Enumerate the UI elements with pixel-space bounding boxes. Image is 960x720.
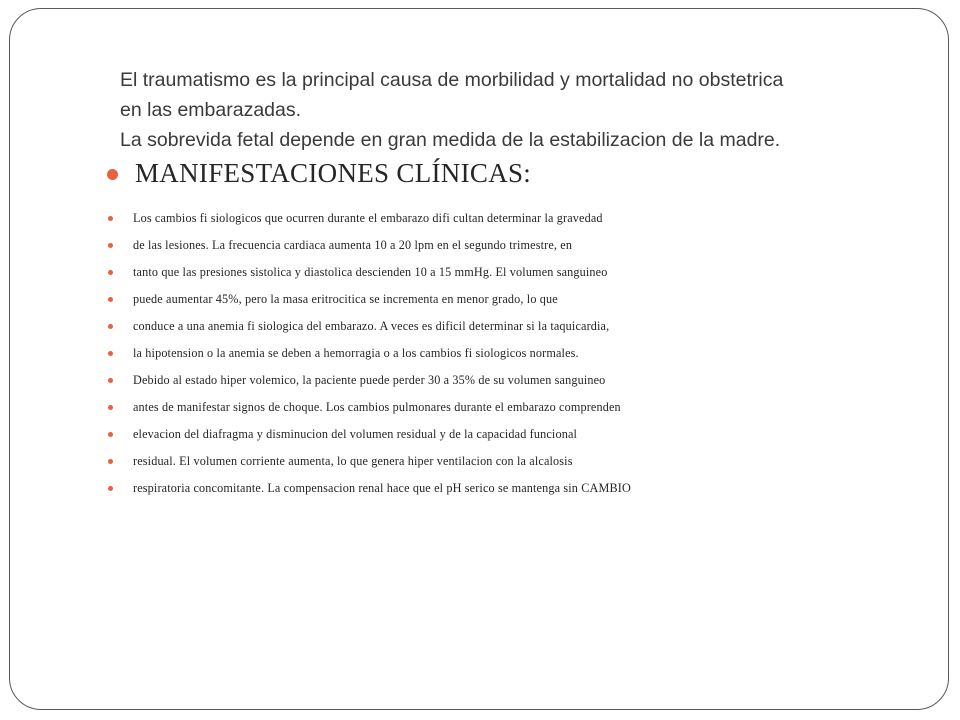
list-item-text: Debido al estado hiper volemico, la paciente puede perder 30 a 35% de su volumen sanguineo bbox=[133, 373, 606, 387]
list-item-text: de las lesiones. La frecuencia cardiaca aumenta 10 a 20 lpm en el segundo trimestre, en bbox=[133, 238, 573, 252]
list-item-text: respiratoria concomitante. La compensacion renal hace que el pH serico se mantenga sin CAMBIO bbox=[133, 481, 631, 495]
bullet-icon bbox=[108, 297, 113, 302]
list-item bbox=[108, 259, 631, 286]
list-item-text: antes de manifestar signos de choque. Los cambios pulmonares durante el embarazo comprenden bbox=[133, 400, 621, 414]
list-item-text: la hipotension o la anemia se deben a hemorragia o a los cambios fi siologicos normales. bbox=[133, 346, 579, 360]
bullet-icon bbox=[108, 405, 113, 410]
bullet-icon bbox=[108, 324, 113, 329]
list-item-text: elevacion del diafragma y disminucion del volumen residual y de la capacidad funcional bbox=[133, 427, 578, 441]
list-item bbox=[108, 475, 631, 502]
list-item bbox=[108, 340, 631, 367]
bullet-icon bbox=[108, 486, 113, 491]
list-item bbox=[108, 313, 631, 340]
bullet-icon bbox=[108, 351, 113, 356]
bullet-icon bbox=[108, 459, 113, 464]
list-item bbox=[108, 367, 631, 394]
intro-line: El traumatismo es la principal causa de morbilidad y mortalidad no obstetrica bbox=[120, 69, 784, 91]
list-item-text: residual. El volumen corriente aumenta, lo que genera hiper ventilacion con la alcalosis bbox=[133, 454, 573, 468]
list-item-text: Los cambios fi siologicos que ocurren durante el embarazo difi cultan determinar la gravedad bbox=[133, 211, 603, 225]
bullet-icon bbox=[108, 270, 113, 275]
intro-paragraph bbox=[120, 65, 920, 155]
heading-row bbox=[107, 158, 531, 189]
list-item bbox=[108, 286, 631, 313]
intro-line: en las embarazadas. bbox=[120, 99, 302, 121]
list-item-text: conduce a una anemia fi siologica del embarazo. A veces es dificil determinar si la taquicardia, bbox=[133, 319, 610, 333]
section-heading: MANIFESTACIONES CLÍNICAS: bbox=[135, 158, 532, 188]
bullet-icon bbox=[108, 378, 113, 383]
bullet-icon bbox=[107, 169, 118, 180]
list-item bbox=[108, 421, 631, 448]
list-item-text: puede aumentar 45%, pero la masa eritrocitica se incrementa en menor grado, lo que bbox=[133, 292, 558, 306]
bullet-list bbox=[108, 205, 631, 502]
list-item bbox=[108, 205, 631, 232]
list-item-text: tanto que las presiones sistolica y diastolica descienden 10 a 15 mmHg. El volumen sanguineo bbox=[133, 265, 608, 279]
bullet-icon bbox=[108, 243, 113, 248]
intro-line: La sobrevida fetal depende en gran medida de la estabilizacion de la madre. bbox=[120, 129, 781, 151]
bullet-icon bbox=[108, 216, 113, 221]
bullet-icon bbox=[108, 432, 113, 437]
list-item bbox=[108, 394, 631, 421]
list-item bbox=[108, 232, 631, 259]
list-item bbox=[108, 448, 631, 475]
